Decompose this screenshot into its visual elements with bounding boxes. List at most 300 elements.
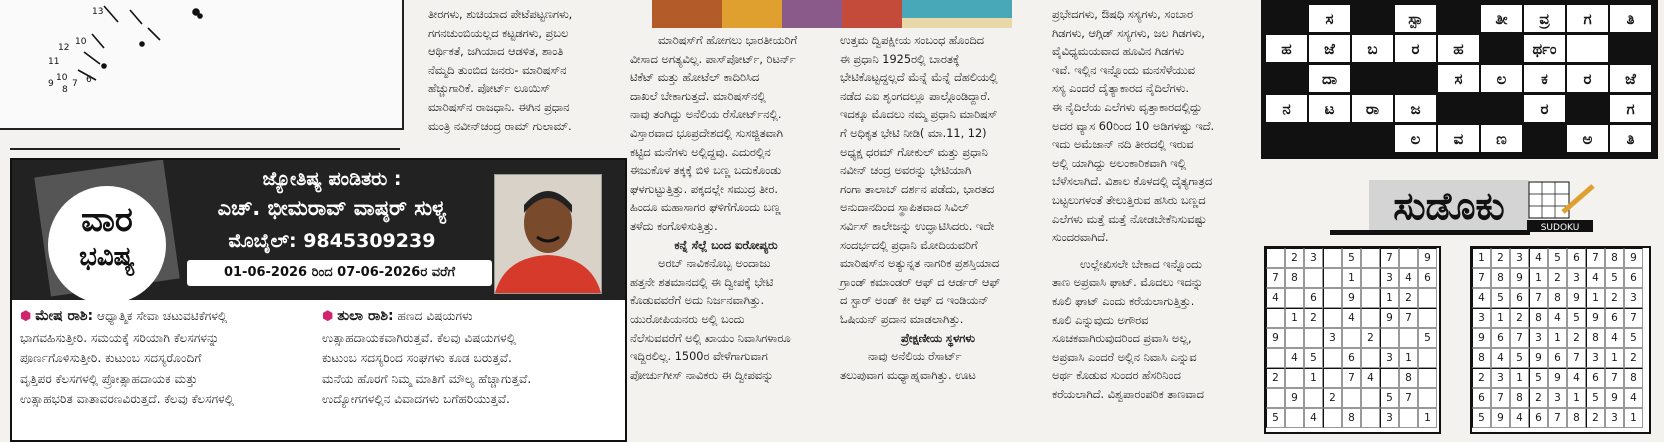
sudoku-cell: 6 [1567, 248, 1586, 268]
text-line: ಅದರ ವ್ಯಾಸ 60ರಿಂದ 10 ಅಡಿಗಳಷ್ಟು ಇದೆ. [1052, 119, 1215, 133]
sudoku-cell: 3 [1605, 408, 1624, 428]
sudoku-cell: 9 [1285, 388, 1304, 408]
sudoku-cell: 8 [1472, 348, 1491, 368]
text-line: ಅಧ್ಯಕ್ಷ ಧರಮ್ ಗೋಕುಲ್ ಮತ್ತು ಪ್ರಧಾನಿ [840, 145, 988, 159]
crossword-cell: ರ [1566, 64, 1609, 93]
sudoku-cell: 3 [1380, 408, 1399, 428]
sudoku-cell: 5 [1380, 388, 1399, 408]
dot-number: 6 [86, 75, 92, 85]
text-line: ಗ್ರಾಂಡ್ ಕಮಾಂಡರ್ ಆಫ್ ದ ಆರ್ಡರ್ ಆಫ್ [840, 275, 1001, 289]
sudoku-cell [1418, 348, 1437, 368]
sudoku-cell: 8 [1491, 268, 1510, 288]
text-line: ಭೇಟಿಕೊಟ್ಟದ್ದಲ್ಲದೆ ಮೆನ್ನೆ ಮೆನ್ನೆ ದೆಹಲಿಯಲ್ಲಿ [840, 71, 998, 85]
dot-puzzle [0, 0, 404, 130]
sudoku-cell: 8 [1399, 368, 1418, 388]
sudoku-cell: 5 [1605, 268, 1624, 288]
text-line: ಅರ್ಥ ಕೊಡುವ ಸುಂದರ ಹೆಸರಿನಿಂದ [1052, 369, 1181, 383]
sudoku-cell [1399, 408, 1418, 428]
text-line: ಇದ್ದಿರಲಿಲ್ಲ. 1500ರ ವೇಳೆಗಾಗುವಾಗ [630, 350, 768, 364]
date-range: 01-06-2026 ರಿಂದ 07-06-2026ರ ವರೆಗೆ [187, 260, 492, 286]
sudoku-cell: 7 [1399, 388, 1418, 408]
sudoku-cell: 2 [1491, 248, 1510, 268]
text-line: ನಾವು ಅನೆಲಿಯ ರೆಸಾರ್ಟ್ [868, 350, 962, 364]
astrologer-name: ಎಚ್. ಭೀಮರಾವ್ ವಾಷ್ಠರ್ ಸುಳ್ಯ [217, 196, 447, 220]
text-line: ಯುರೋಪಿಯನರು ಅಲ್ಲಿ ಬಂದು [630, 312, 745, 326]
sudoku-cell [1323, 308, 1342, 328]
sudoku-cell: 6 [1624, 268, 1643, 288]
rashi-line: ವೃತ್ತಿಪರ ಕೆಲಸಗಳಲ್ಲಿ ಪ್ರೋತ್ಸಾಹದಾಯಕ ಮತ್ತು [20, 371, 198, 386]
sudoku-cell: 6 [1342, 348, 1361, 368]
crossword-block [1265, 64, 1308, 93]
text-line: ಈ ನೈದಿಲೆಯ ಎಲೆಗಳು ವೃತ್ತಾಕಾರದಲ್ಲಿದ್ದು [1052, 100, 1202, 114]
text-line: ತಾಣ ಅಪ್ರವಾಸಿ ಘಾಟ್. ಮೊದಲು ಇದನ್ನು [1052, 276, 1204, 290]
text-line: ಉಲ್ಲೇಖಿಸಲೇ ಬೇಕಾದ ಇನ್ನೊಂದು [1080, 257, 1202, 271]
sudoku-cell: 1 [1304, 368, 1323, 388]
sudoku-cell [1361, 388, 1380, 408]
sudoku-icon-label: SUDOKU [1540, 223, 1580, 233]
sudoku-cell: 4 [1399, 268, 1418, 288]
sudoku-cell [1266, 348, 1285, 368]
sudoku-cell: 2 [1586, 408, 1605, 428]
sudoku-cell: 7 [1548, 408, 1567, 428]
sudoku-cell: 8 [1285, 268, 1304, 288]
sudoku-cell [1361, 308, 1380, 328]
crossword-block [1265, 4, 1308, 33]
text-line: ಅಪ್ರವಾಸಿ ಎಂದರೆ ಅಲ್ಲಿನ ನಿವಾಸಿ ಎನ್ನುವ [1052, 350, 1197, 364]
sudoku-cell: 1 [1472, 248, 1491, 268]
sudoku-cell: 7 [1399, 308, 1418, 328]
sudoku-cell: 4 [1586, 268, 1605, 288]
rashi-mesha [20, 306, 310, 410]
sudoku-puzzle-grid [1264, 246, 1441, 434]
sudoku-cell: 4 [1472, 288, 1491, 308]
sudoku-cell [1323, 288, 1342, 308]
text-line: ಇದು ಅಮೆಜಾನ್ ನದಿ ತೀರದಲ್ಲಿ ಇರುವ [1052, 138, 1194, 152]
sudoku-cell: 2 [1399, 288, 1418, 308]
sudoku-cell: 3 [1380, 348, 1399, 368]
crossword-cell: ಕ [1523, 64, 1566, 93]
text-line: ಕೂಲಿ ಘಾಟ್ ಎಂದು ಕರೆಯಲಾಗುತ್ತಿತ್ತು. [1052, 294, 1195, 308]
text-line: ನೆಲೆಸುವವರೆಗೆ ಅಲ್ಲಿ ಖಾಯಂ ನಿವಾಸಿಗಳಾರೂ [630, 331, 791, 345]
sudoku-cell: 4 [1624, 388, 1643, 408]
crossword-cell: ದಾ [1308, 64, 1351, 93]
sudoku-cell: 9 [1567, 288, 1586, 308]
rashi-lead: ಹಣದ ವಿಷಯಗಳು [397, 309, 473, 323]
astrologer-mobile: ಮೊಬೈಲ್: 9845309239 [228, 230, 436, 252]
crossword-cell: ತಿ [1609, 124, 1652, 153]
sudoku-cell: 1 [1285, 308, 1304, 328]
crossword-block [1394, 64, 1437, 93]
sudoku-title: ಸುಡೊಕು [1369, 180, 1529, 232]
text-line: ಸುಂದರವಾಗಿದೆ. [1052, 231, 1109, 245]
crossword-grid [1261, 0, 1658, 159]
sudoku-cell: 9 [1510, 268, 1529, 288]
sudoku-cell: 9 [1380, 308, 1399, 328]
logo-text-top: ವಾರ [81, 200, 133, 240]
rashi-line: ಕುಟುಂಬ ಸದಸ್ಯರಿಂದ ಸಂಘಗಳು ಕೂಡ ಬರುತ್ತವೆ. [322, 351, 512, 366]
sudoku-cell [1304, 328, 1323, 348]
sudoku-cell: 9 [1472, 328, 1491, 348]
sudoku-cell: 5 [1624, 328, 1643, 348]
text-line: ನವೀನ್ ಚಂದ್ರ ಅವರನ್ನು ಭೇಟಿಯಾಗಿ [840, 164, 972, 178]
sudoku-pencil-icon [1523, 178, 1598, 234]
crossword-cell: ಜೆ [1609, 64, 1652, 93]
text-line: ದಾಖಲೆ ಬೇಕಾಗುತ್ತದೆ. ಮಾರಿಷಸ್‌ನಲ್ಲಿ [630, 89, 766, 103]
dot-number: 12 [58, 43, 70, 53]
crossword-cell: ಜೆ [1308, 34, 1351, 63]
sudoku-cell: 3 [1472, 308, 1491, 328]
article-column-2 [630, 32, 822, 385]
sudoku-cell: 1 [1399, 348, 1418, 368]
sudoku-cell: 6 [1605, 308, 1624, 328]
sudoku-cell: 2 [1510, 308, 1529, 328]
article-column-1 [428, 6, 610, 136]
sudoku-cell: 2 [1567, 328, 1586, 348]
sudoku-cell: 6 [1472, 388, 1491, 408]
sudoku-cell: 7 [1342, 368, 1361, 388]
sudoku-cell: 7 [1491, 388, 1510, 408]
sudoku-cell [1285, 288, 1304, 308]
sudoku-cell: 3 [1491, 368, 1510, 388]
sudoku-cell [1304, 268, 1323, 288]
sudoku-cell: 2 [1548, 268, 1567, 288]
sudoku-cell: 2 [1472, 368, 1491, 388]
rashi-name: ಮೇಷ ರಾಶಿ: [35, 308, 94, 324]
section-heading: ಕನ್ನೆ ಸೆಲ್ಲೆ ಬಂದ ಐರೋಪ್ಯರು [674, 238, 778, 252]
sudoku-cell: 2 [1266, 368, 1285, 388]
sudoku-cell [1418, 388, 1437, 408]
divider [10, 148, 400, 150]
crossword-block [1351, 64, 1394, 93]
rashi-line: ಮನೆಯ ಹೊರಗೆ ನಿಮ್ಮ ಮಾತಿಗೆ ಮೌಲ್ಯ ಹೆಚ್ಚಾಗುತ್ತವೆ. [322, 371, 532, 386]
sudoku-cell: 4 [1304, 408, 1323, 428]
crossword-cell: ಲ [1480, 64, 1523, 93]
sudoku-cell: 7 [1605, 368, 1624, 388]
text-line: ಮಂತ್ರಿ ನವೀನ್‌ಚಂದ್ರ ರಾಮ್ ಗುಲಾಮ್. [428, 119, 572, 133]
crossword-cell: ರಾ [1351, 94, 1394, 123]
bullet-icon: ⬢ [20, 309, 32, 324]
text-line: ಪೋರ್ಚುಗೀಸ್ ನಾವಿಕರು ಈ ದ್ವೀಪವನ್ನು [630, 368, 774, 382]
sudoku-cell: 1 [1605, 348, 1624, 368]
crossword-block [1351, 124, 1394, 153]
rashi-line: ಪೂರ್ಣಗೊಳಿಸುತ್ತೀರಿ. ಕುಟುಂಬ ಸದಸ್ಯರೊಂದಿಗೆ [20, 351, 202, 366]
sudoku-cell [1361, 288, 1380, 308]
crossword-block [1308, 124, 1351, 153]
sudoku-cell: 6 [1418, 268, 1437, 288]
sudoku-cell [1361, 408, 1380, 428]
crossword-block [1437, 94, 1480, 123]
sudoku-cell: 1 [1548, 328, 1567, 348]
sudoku-cell: 1 [1491, 308, 1510, 328]
text-line: ಗಂಗಾ ತಾಲಾಬ್ ದರ್ಶನ ಪಡೆದು, ಭಾರತದ [840, 182, 995, 196]
crossword-block [1351, 4, 1394, 33]
dot-number: 10 [56, 73, 68, 83]
sudoku-cell: 3 [1304, 248, 1323, 268]
bullet-icon: ⬢ [322, 309, 334, 324]
sudoku-cell [1342, 388, 1361, 408]
text-line: ಘಳಗುಟ್ಟುತ್ತಿತ್ತು. ಪಕ್ಕದಲ್ಲೇ ಸಮುದ್ರ ತೀರ. [630, 182, 778, 196]
crossword-cell: ವ [1437, 124, 1480, 153]
crossword-cell: ಸ [1308, 4, 1351, 33]
crossword-cell [1566, 34, 1609, 63]
sudoku-cell: 5 [1342, 248, 1361, 268]
sudoku-cell: 1 [1529, 268, 1548, 288]
text-line: ಗೆ ಅಧಿಕೃತ ಭೇಟಿ ನೀಡಿ( ಮಾ.11, 12) [840, 126, 987, 140]
text-line: ಅರಬ್ ನಾವಿಕನೊಬ್ಬ ಅಂದಾಜು [658, 257, 771, 271]
sudoku-cell: 5 [1472, 408, 1491, 428]
sudoku-cell [1323, 408, 1342, 428]
crossword-cell: ಗ [1609, 94, 1652, 123]
crossword-block [1480, 94, 1523, 123]
crossword-cell: ವ್ರ [1523, 4, 1566, 33]
text-line: ತಳೆದು ಕಂಗೊಳಿಸುತ್ತಿತ್ತು. [630, 219, 718, 233]
sudoku-cell: 3 [1380, 268, 1399, 288]
rashi-line: ಭಾಗವಹಿಸುತ್ತೀರಿ. ಸಮಯಕ್ಕೆ ಸರಿಯಾಗಿ ಕೆಲಸಗಳನ್ನು [20, 330, 220, 345]
rashi-line: ಉದ್ಯೋಗಗಳಲ್ಲಿನ ವಿವಾದಗಳು ಬಗೆಹರಿಯುತ್ತವೆ. [322, 392, 510, 407]
sudoku-cell [1285, 408, 1304, 428]
sudoku-cell: 3 [1510, 248, 1529, 268]
sudoku-cell: 2 [1529, 388, 1548, 408]
crossword-cell: ಲ [1394, 124, 1437, 153]
sudoku-cell: 4 [1548, 308, 1567, 328]
crossword-block [1523, 124, 1566, 153]
sudoku-cell: 6 [1304, 288, 1323, 308]
sudoku-cell: 5 [1266, 408, 1285, 428]
text-line: ಈ ಪ್ರಧಾನಿ 1925ರಲ್ಲಿ ಬಾರತಕ್ಕೆ [840, 52, 960, 66]
crossword-block [1609, 34, 1652, 63]
text-line: ತೀರಗಳು, ಶುಚಿಯಾದ ಪೇಟೆಪಟ್ಟಣಗಳು, [428, 8, 573, 21]
text-line: ವೀಸಾದ ಅಗತ್ಯವಿಲ್ಲ. ಪಾಸ್‌ಪೋರ್ಟ್, ರಿಟರ್ನ್ [630, 52, 796, 66]
text-line: ಮಾರಿಷಸ್‌ಗೆ ಹೋಗಲು ಭಾರತೀಯರಿಗೆ [658, 34, 798, 47]
sudoku-cell: 2 [1304, 308, 1323, 328]
sudoku-cell [1380, 328, 1399, 348]
sudoku-cell: 5 [1567, 308, 1586, 328]
sudoku-cell: 4 [1567, 368, 1586, 388]
sudoku-cell: 8 [1567, 408, 1586, 428]
sudoku-cell [1323, 268, 1342, 288]
text-line: ಓಷಿಯನ್ ಪ್ರದಾನ ಮಾಡಲಾಗಿತ್ತು. [840, 312, 964, 326]
sudoku-cell [1418, 308, 1437, 328]
text-line: ದ ಸ್ಟಾರ್ ಅಂಡ್ ಕೀ ಆಫ್ ದ ಇಂಡಿಯನ್ [840, 294, 989, 308]
crossword-block [1566, 94, 1609, 123]
sudoku-cell: 9 [1529, 348, 1548, 368]
text-line: ಎಲೆಗಳು ಮತ್ತೆ ಮತ್ತೆ ನೋಡಬೇಕೆನಿಸುವಷ್ಟು [1052, 212, 1207, 226]
sudoku-cell: 3 [1624, 288, 1643, 308]
sudoku-cell: 8 [1529, 308, 1548, 328]
sudoku-cell [1285, 368, 1304, 388]
sudoku-cell: 4 [1605, 328, 1624, 348]
sudoku-cell: 7 [1266, 268, 1285, 288]
crossword-cell: ರ್ಥಂ [1523, 34, 1566, 63]
crossword-block [1437, 4, 1480, 33]
sudoku-cell: 6 [1548, 348, 1567, 368]
sudoku-cell: 4 [1491, 348, 1510, 368]
text-line: ಆರ್ಥಿಕತೆ, ಜಗಿಯಾದ ಆಡಳಿತ, ಶಾಂತಿ [428, 45, 564, 59]
rashi-name: ತುಲಾ ರಾಶಿ: [337, 308, 394, 324]
sudoku-cell [1380, 368, 1399, 388]
sudoku-solution-grid [1470, 246, 1651, 434]
text-line: ತಲುಪುವಾಗ ಮಧ್ಯಾಹ್ನವಾಗಿತ್ತು. ಊಟ [840, 368, 976, 382]
sudoku-cell: 9 [1418, 248, 1437, 268]
crossword-cell: ತಿ [1609, 4, 1652, 33]
sudoku-cell [1323, 248, 1342, 268]
sudoku-cell: 3 [1548, 388, 1567, 408]
sudoku-cell: 7 [1510, 328, 1529, 348]
article-column-3 [840, 32, 1036, 385]
sudoku-cell [1342, 328, 1361, 348]
crossword-cell: ನ [1265, 94, 1308, 123]
sudoku-cell: 7 [1472, 268, 1491, 288]
sudoku-cell: 9 [1624, 248, 1643, 268]
sudoku-cell [1361, 268, 1380, 288]
text-line: ಕಟ್ಟಿದ ಮನೆಗಳು ಅಲ್ಲಿದ್ದವು. ಎದುರಲ್ಲಿನ [630, 145, 771, 159]
text-line: ಕರೆಯಲಾಗಿದೆ. ವಿಶ್ವಪಾರಂಪರಿಕ ತಾಣವಾದ [1052, 387, 1204, 401]
sudoku-cell: 8 [1342, 408, 1361, 428]
text-line: ವೈವಿಧ್ಯಮಯವಾದ ಹೂವಿನ ಗಿಡಗಳು [1052, 45, 1185, 59]
sudoku-cell: 1 [1380, 288, 1399, 308]
sudoku-cell: 5 [1510, 348, 1529, 368]
horoscope-banner [12, 160, 625, 300]
dot-puzzle-drawing [0, 0, 400, 126]
text-line: ನಾವು ತಂಗಿದ್ದು ಅನೆಲಿಯ ರೆಸೋರ್ಟ್‌ನಲ್ಲಿ. [630, 108, 782, 122]
text-line: ಬಟ್ಟಲುಗಳಂತೆ ತೇಲುತ್ತಿರುವ ಹಸಿರು ಬಣ್ಣದ [1052, 193, 1206, 207]
crossword-cell: ಗ [1566, 4, 1609, 33]
sudoku-cell [1418, 368, 1437, 388]
text-line: ಮಾರಿಷಸ್‌ನ ರಾಜಧಾನಿ. ಈಗಿನ ಪ್ರಧಾನ [428, 100, 570, 114]
crossword-cell: ಜ [1394, 94, 1437, 123]
sudoku-cell: 9 [1491, 408, 1510, 428]
sudoku-cell: 5 [1529, 368, 1548, 388]
logo-text-bottom: ಭವಿಷ್ಯ [79, 242, 135, 272]
sudoku-cell: 9 [1266, 328, 1285, 348]
crossword-cell: ರ [1523, 94, 1566, 123]
sudoku-cell: 8 [1586, 328, 1605, 348]
text-line: ನೆಮ್ಮದಿ ತುಂಬಿದ ಜನರು- ಮಾರಿಷಸ್‌ನ [428, 63, 567, 77]
sudoku-cell: 2 [1361, 328, 1380, 348]
dot-number: 7 [72, 79, 78, 89]
photo-strip-image [652, 0, 1012, 28]
dot-number: 13 [92, 7, 104, 17]
sudoku-cell [1361, 348, 1380, 368]
sudoku-cell: 3 [1567, 268, 1586, 288]
title-underline [1330, 230, 1530, 235]
rashi-line: ಉತ್ಸಾಹಭರಿತ ವಾತಾವರಣವಿರುತ್ತದೆ. ಕೆಲವು ಕೆಲಸಗಳಲ್ಲಿ [20, 392, 235, 407]
text-line: ವಿಸ್ತಾರವಾದ ಭೂಪ್ರದೇಶದಲ್ಲಿ ಸುಸಜ್ಜಿತವಾಗಿ [630, 126, 783, 140]
sudoku-cell: 4 [1529, 248, 1548, 268]
text-line: ಈಜುಕೊಳ ತಕ್ಕಕ್ಕೆ ಬಿಳಿ ಬಣ್ಣ ಬದುಕೊಂಡು [630, 164, 782, 178]
sudoku-cell: 5 [1418, 328, 1437, 348]
crossword-cell: ರ [1394, 34, 1437, 63]
sudoku-cell [1266, 308, 1285, 328]
sudoku-cell [1399, 248, 1418, 268]
crossword-cell: ತೀ [1480, 4, 1523, 33]
crossword-cell: ಟ [1308, 94, 1351, 123]
crossword-cell: ಸ್ಪಾ [1394, 4, 1437, 33]
sudoku-cell [1418, 288, 1437, 308]
text-line: ಗಿಡಗಳು, ಆಗ್ಗಿಡ್ ಸಸ್ಯಗಳು, ಜಲ ಗಿಡಗಳು, [1052, 26, 1206, 40]
sudoku-cell [1266, 248, 1285, 268]
text-line: ಬೆಳೆಸಲಾಗಿದೆ. ವಿಶಾಲ ಕೊಳದಲ್ಲಿ ದೈತ್ಯಗಾತ್ರದ [1052, 175, 1213, 189]
sudoku-cell: 4 [1285, 348, 1304, 368]
sudoku-cell: 1 [1342, 268, 1361, 288]
crossword-cell: ಬ [1351, 34, 1394, 63]
sudoku-cell: 9 [1586, 308, 1605, 328]
dot-number: 8 [62, 85, 68, 95]
text-line: ಅನುದಾನದಿಂದ ಸ್ಥಾಪಿತವಾದ ಸಿವಿಲ್ [840, 201, 969, 215]
sudoku-cell: 3 [1529, 328, 1548, 348]
dot-number: 9 [48, 79, 54, 89]
sudoku-cell: 6 [1586, 368, 1605, 388]
sudoku-cell: 9 [1342, 288, 1361, 308]
astrologer-title: ಜ್ಯೋತಿಷ್ಯ ಪಂಡಿತರು : [262, 168, 402, 190]
sudoku-cell [1323, 348, 1342, 368]
sudoku-cell: 2 [1323, 388, 1342, 408]
sudoku-cell: 5 [1548, 248, 1567, 268]
text-line: ಹೆಚ್ಚುಗಾರಿಕೆ. ಪೋರ್ಟ್ ಲೂಯಿಸ್ [428, 82, 551, 96]
sudoku-cell: 6 [1491, 328, 1510, 348]
sudoku-cell [1361, 248, 1380, 268]
text-line: ಕೊಡುವವರೆಗೆ ಅದು ನಿರ್ಜನವಾಗಿತ್ತು. [630, 294, 765, 308]
sudoku-cell: 6 [1529, 408, 1548, 428]
sudoku-cell: 7 [1529, 288, 1548, 308]
sudoku-cell: 8 [1548, 288, 1567, 308]
text-line: ಹಿಂದೂ ಮಹಾಸಾಗರ ಘಳಿಗೆಗೊಂದು ಬಣ್ಣ [630, 201, 781, 215]
astrologer-photo [494, 174, 602, 294]
article-column-4 [1052, 6, 1242, 404]
sudoku-cell: 9 [1605, 388, 1624, 408]
sudoku-cell: 1 [1510, 368, 1529, 388]
text-line: ಹತ್ತನೇ ಶತಮಾನದಲ್ಲಿ ಈ ದ್ವೀಪಕ್ಕೆ ಭೇಟಿ [630, 275, 774, 289]
sudoku-cell: 7 [1624, 308, 1643, 328]
text-line: ಸಂದರ್ಭದಲ್ಲಿ ಪ್ರಧಾನಿ ಮೋದಿಯವರಿಗೆ [840, 238, 978, 252]
crossword-cell: ಹ [1437, 34, 1480, 63]
sudoku-cell: 8 [1605, 248, 1624, 268]
rashi-line: ಉತ್ಸಾಹದಾಯಕವಾಗಿರುತ್ತವೆ. ಕೆಲವು ವಿಷಯಗಳಲ್ಲಿ [322, 330, 516, 345]
sudoku-cell [1323, 368, 1342, 388]
text-line: ಪ್ರಭೇದಗಳು, ಔಷಧಿ ಸಸ್ಯಗಳು, ಸಂಬಾರ [1052, 8, 1194, 21]
text-line: ಟಿಕೆಟ್ ಮತ್ತು ಹೋಟೆಲ್ ಕಾದಿರಿಸಿದ [630, 71, 760, 85]
sudoku-cell: 7 [1380, 248, 1399, 268]
dot-number: 10 [75, 37, 87, 47]
text-line: ಸಸ್ಯ ಎಂದರೆ ದೈತ್ಯಾಕಾರದ ನೈದಿಲೆಗಳು. [1052, 82, 1189, 96]
sudoku-cell: 7 [1586, 248, 1605, 268]
text-line: ನಡೆದ ಎಐ ಶೃಂಗದಲ್ಲೂ ಪಾಲ್ಗೊಂಡಿದ್ದಾರೆ. [840, 89, 991, 103]
sudoku-cell: 4 [1342, 308, 1361, 328]
weekly-horoscope [10, 158, 627, 442]
sudoku-cell: 1 [1624, 408, 1643, 428]
text-line: ಮಾರಿಷಸ್‌ನ ಅತ್ಯುನ್ನತ ನಾಗರಿಕ ಪ್ರಶಸ್ತಿಯಾದ [840, 257, 1000, 271]
travel-photo-strip [652, 0, 1012, 28]
sudoku-cell: 6 [1510, 288, 1529, 308]
text-line: ಕೂಲಿ ಎನ್ನುವುದು ಅಗೌರವ [1052, 313, 1149, 327]
sudoku-cell: 4 [1361, 368, 1380, 388]
crossword-cell: ಣ [1480, 124, 1523, 153]
crossword-block [1480, 34, 1523, 63]
text-line: ಇದಕ್ಕೂ ಮೊದಲು ನಮ್ಮ ಪ್ರಧಾನಿ ಮಾರಿಷಸ್ [840, 108, 998, 122]
sudoku-cell: 2 [1605, 288, 1624, 308]
sudoku-cell: 4 [1266, 288, 1285, 308]
text-line: ಸರ್ವಿಸ್ ಕಾಲೇಜನ್ನು ಉದ್ಘಾಟಿಸಿದರು. ಇದೇ [840, 219, 995, 233]
sudoku-cell: 2 [1624, 348, 1643, 368]
text-line: ಅಲ್ಲಿ ಯಾಗಿದ್ದು ಅಲಂಕಾರಿಕವಾಗಿ ಇಲ್ಲಿ [1052, 156, 1187, 170]
portrait-image [495, 175, 601, 293]
crossword-block [1265, 124, 1308, 153]
rashi-lead: ಆಧ್ಯಾತ್ಮಿಕ ಸೇವಾ ಚಟುವಟಿಕೆಗಳಲ್ಲಿ [97, 309, 228, 323]
sudoku-cell: 1 [1418, 408, 1437, 428]
sudoku-cell: 3 [1586, 348, 1605, 368]
sudoku-cell: 9 [1548, 368, 1567, 388]
crossword-cell: ಅ [1566, 124, 1609, 153]
